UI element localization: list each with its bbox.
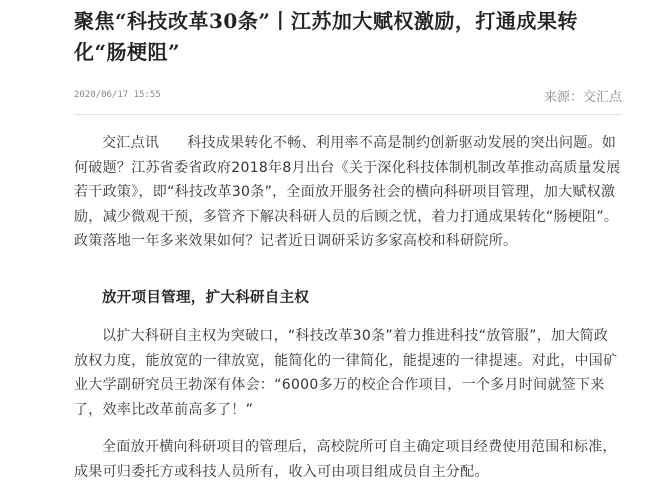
article-source: 来源：交汇点 bbox=[543, 90, 622, 105]
article-title: 聚焦“科技改革30条”丨江苏加大赋权激励，打通成果转化“肠梗阻” bbox=[74, 9, 578, 64]
intro-label: 交汇点讯 bbox=[102, 135, 160, 151]
paragraph-3-text: 全面放开横向科研项目的管理后，高校院所可自主确定项目经费使用范围和标准，成果可归委托方或科技人员所有，收入可由项目组成员自主分配。 bbox=[74, 439, 617, 480]
paragraph-3 bbox=[74, 435, 622, 484]
paragraph-2-text: 以扩大科研自主权为突破口，“科技改革30条”着力推进科技“放管服”，加大简政放权力度，能放宽的一律放宽，能简化的一律简化，能提速的一律提速。对此，中国矿业大学副研究员王勃深有体会：“6000多万的校企合作项目，一个多月时间就签下来了，效率比改革前高多了！” bbox=[74, 328, 618, 418]
meta-divider bbox=[74, 114, 622, 115]
section-heading: 放开项目管理，扩大科研自主权 bbox=[102, 289, 310, 306]
publish-date: 2020/06/17 15:55 bbox=[74, 90, 161, 100]
paragraph-2 bbox=[74, 324, 622, 422]
intro-paragraph bbox=[74, 131, 622, 254]
article-meta bbox=[74, 86, 622, 106]
intro-body: 科技成果转化不畅、利用率不高是制约创新驱动发展的突出问题。如何破题？江苏省委省政府2018年8月出台《关于深化科技体制机制改革推动高质量发展若干政策》，即“科技改革30条”，全面放开服务社会的横向科研项目管理，加大赋权激励，减少微观干预，多管齐下解决科研人员的后顾之忧，着力打通成果转化“肠梗阻”。政策落地一年多来效果如何？记者近日调研采访多家高校和科研院所。 bbox=[74, 135, 621, 250]
